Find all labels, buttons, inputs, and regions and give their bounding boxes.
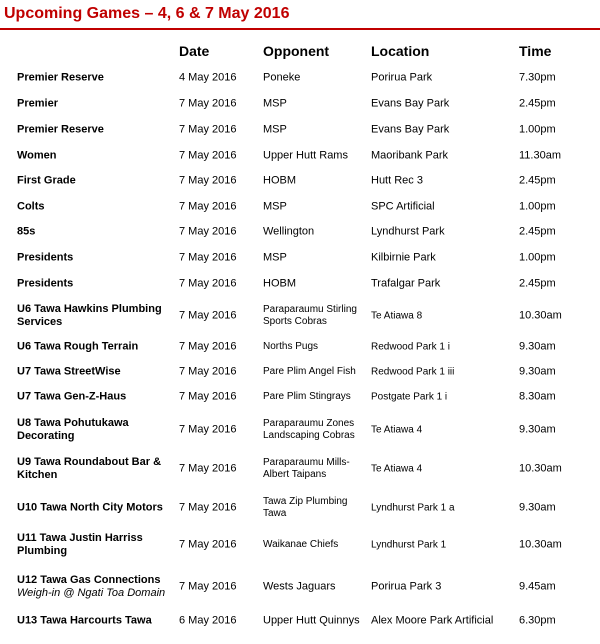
game-time: 2.45pm	[519, 225, 556, 238]
team-name: Presidents	[17, 251, 74, 264]
location: Trafalgar Park	[371, 277, 441, 290]
game-time: 9.30am	[519, 501, 556, 514]
opponent: HOBM	[263, 174, 296, 187]
team-name: Presidents	[17, 277, 74, 290]
opponent: Wellington	[263, 225, 315, 238]
game-time: 9.45am	[519, 580, 556, 593]
opponent: MSP	[263, 97, 287, 110]
game-date: 7 May 2016	[179, 200, 237, 213]
location: Lyndhurst Park	[371, 225, 445, 238]
location: Porirua Park	[371, 71, 433, 84]
game-date: 6 May 2016	[179, 614, 237, 627]
team-name: 85s	[17, 225, 36, 238]
opponent: Norths Pugs	[263, 341, 319, 352]
opponent: Paraparaumu Stirling Sports Cobras	[263, 304, 357, 327]
location: Redwood Park 1 iii	[371, 366, 455, 378]
header-time: Time	[519, 43, 552, 59]
game-time: 2.45pm	[519, 277, 556, 290]
game-date: 7 May 2016	[179, 277, 237, 290]
team-name: U6 Tawa Hawkins Plumbing Services	[17, 303, 162, 328]
location: Maoribank Park	[371, 149, 449, 162]
game-date: 7 May 2016	[179, 149, 237, 162]
team-name: Premier Reserve	[17, 71, 104, 84]
location: Hutt Rec 3	[371, 174, 423, 187]
team-name: Colts	[17, 200, 45, 213]
opponent: MSP	[263, 123, 287, 136]
game-date: 7 May 2016	[179, 580, 237, 593]
team-name: U8 Tawa Pohutukawa Decorating	[17, 417, 129, 442]
location: SPC Artificial	[371, 200, 435, 213]
game-date: 7 May 2016	[179, 462, 237, 475]
opponent: Waikanae Chiefs	[263, 539, 339, 550]
game-date: 7 May 2016	[179, 340, 237, 353]
game-time: 6.30pm	[519, 614, 556, 627]
location: Postgate Park 1 i	[371, 391, 448, 403]
opponent: Paraparaumu Mills-Albert Taipans	[263, 457, 350, 480]
team-name: U7 Tawa StreetWise	[17, 365, 121, 378]
location: Alex Moore Park Artificial	[371, 614, 494, 627]
location: Te Atiawa 4	[371, 463, 423, 475]
team-note: Weigh-in @ Ngati Toa Domain	[17, 587, 166, 599]
game-time: 9.30am	[519, 365, 556, 378]
team-name: U6 Tawa Rough Terrain	[17, 340, 139, 353]
opponent: Wests Jaguars	[263, 580, 336, 593]
location: Lyndhurst Park 1 a	[371, 502, 455, 514]
team-name: U9 Tawa Roundabout Bar & Kitchen	[17, 456, 162, 481]
location: Evans Bay Park	[371, 123, 450, 136]
header-date: Date	[179, 43, 210, 59]
title-divider	[0, 28, 600, 30]
team-name: Premier	[17, 97, 58, 110]
game-time: 10.30am	[519, 309, 562, 322]
opponent: Upper Hutt Rams	[263, 149, 348, 162]
game-date: 7 May 2016	[179, 123, 237, 136]
game-time: 10.30am	[519, 462, 562, 475]
location: Porirua Park 3	[371, 580, 442, 593]
team-name: U7 Tawa Gen-Z-Haus	[17, 390, 127, 403]
page-title: Upcoming Games – 4, 6 & 7 May 2016	[4, 5, 290, 22]
game-time: 2.45pm	[519, 97, 556, 110]
game-date: 7 May 2016	[179, 365, 237, 378]
game-time: 9.30am	[519, 423, 556, 436]
game-time: 1.00pm	[519, 123, 556, 136]
location: Redwood Park 1 i	[371, 341, 450, 353]
game-date: 7 May 2016	[179, 501, 237, 514]
location: Te Atiawa 4	[371, 424, 423, 436]
game-time: 10.30am	[519, 538, 562, 551]
header-opponent: Opponent	[263, 43, 330, 59]
game-date: 7 May 2016	[179, 309, 237, 322]
location: Te Atiawa 8	[371, 310, 423, 322]
game-date: 7 May 2016	[179, 538, 237, 551]
game-time: 7.30pm	[519, 71, 556, 84]
opponent: Tawa Zip Plumbing Tawa	[263, 496, 348, 519]
opponent: Poneke	[263, 71, 301, 84]
game-date: 7 May 2016	[179, 97, 237, 110]
opponent: Pare Plim Angel Fish	[263, 366, 356, 377]
header-location: Location	[371, 43, 430, 59]
game-time: 1.00pm	[519, 200, 556, 213]
opponent: MSP	[263, 200, 287, 213]
team-name: U13 Tawa Harcourts Tawa	[17, 614, 152, 627]
game-time: 1.00pm	[519, 251, 556, 264]
opponent: Upper Hutt Quinnys	[263, 614, 360, 627]
team-name: First Grade	[17, 174, 76, 187]
game-date: 7 May 2016	[179, 251, 237, 264]
team-cell	[17, 574, 167, 600]
opponent: Pare Plim Stingrays	[263, 391, 351, 402]
game-time: 11.30am	[519, 149, 561, 162]
game-date: 7 May 2016	[179, 174, 237, 187]
game-date: 7 May 2016	[179, 225, 237, 238]
location: Kilbirnie Park	[371, 251, 436, 264]
game-time: 2.45pm	[519, 174, 556, 187]
game-date: 7 May 2016	[179, 423, 237, 436]
location: Evans Bay Park	[371, 97, 450, 110]
location: Lyndhurst Park 1	[371, 539, 447, 551]
team-name: U12 Tawa Gas Connections	[17, 574, 161, 586]
opponent: MSP	[263, 251, 287, 264]
game-time: 8.30am	[519, 390, 556, 403]
team-name: U10 Tawa North City Motors	[17, 501, 163, 514]
game-date: 7 May 2016	[179, 390, 237, 403]
team-name: U11 Tawa Justin Harriss Plumbing	[17, 532, 143, 557]
game-date: 4 May 2016	[179, 71, 237, 84]
game-time: 9.30am	[519, 340, 556, 353]
team-name: Women	[17, 149, 57, 162]
opponent: HOBM	[263, 277, 296, 290]
opponent: Paraparaumu Zones Landscaping Cobras	[263, 418, 355, 441]
team-name: Premier Reserve	[17, 123, 104, 136]
